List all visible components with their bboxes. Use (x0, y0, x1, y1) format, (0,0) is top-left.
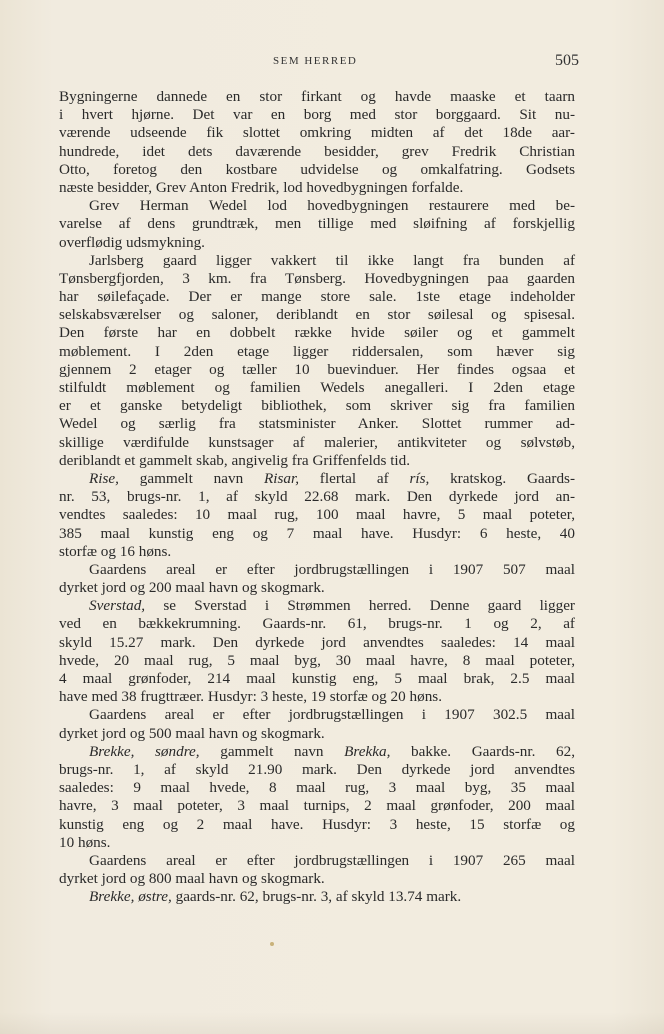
text-line: gjennem 2 etager og tæller 10 buevinduer. Her findes ogsaa et (59, 360, 575, 378)
text-line: Brekke, søndre, gammelt navn Brekka, bakke. Gaards-nr. 62, (89, 742, 576, 760)
page-number: 505 (555, 52, 579, 69)
text-line: hundrede, idet dets daværende besidder, grev Fredrik Christian (59, 142, 575, 160)
text-line: har søilefaçade. Der er mange store sale. 1ste etage indeholder (59, 288, 575, 306)
text-line: 4 maal grønfoder, 214 maal kunstig eng, 5 maal brak, 2.5 maal (59, 670, 575, 687)
text-line: deriblandt et gammelt skab, angivelig fra Griffenfelds tid. (59, 451, 411, 469)
italic-term: søndre, (155, 742, 200, 760)
text-line: Wedel og særlig fra statsminister Anker. Slottet rummer ad- (59, 415, 575, 433)
text-line: selskabsværelser og saloner, deriblandt en stor søilesal og spisesal. (59, 306, 575, 324)
text-line: dyrket jord og 500 maal havn og skogmark. (59, 724, 325, 742)
text-line: Gaardens areal er efter jordbrugstællingen i 1907 507 maal (89, 560, 575, 578)
text-line: Den første har en dobbelt række hvide søiler og et gammelt (59, 324, 575, 342)
text-line: Grev Herman Wedel lod hovedbygningen restaurere med be- (89, 197, 575, 215)
text-line: Rise, gammelt navn Risar, flertal af rís, kratskog. Gaards- (89, 469, 576, 487)
text-line: skyld 15.27 mark. Den dyrkede jord anvendtes saaledes: 14 maal (59, 633, 575, 651)
text-line: dyrket jord og 800 maal havn og skogmark. (59, 870, 325, 888)
italic-term: Rise, (89, 469, 119, 487)
body-text (59, 88, 575, 906)
text-line: dyrket jord og 200 maal havn og skogmark. (59, 579, 325, 597)
text-line: Jarlsberg gaard ligger vakkert til ikke langt fra bunden af (89, 251, 575, 269)
text-line: møblement. I 2den etage ligger riddersalen, som hæver sig (59, 342, 575, 360)
text-line: i hvert hjørne. Det var en borg med stor borggaard. Sit nu- (59, 106, 575, 124)
text-line: Brekke, østre, gaards-nr. 62, brugs-nr. 3, af skyld 13.74 mark. (89, 888, 462, 906)
page-header (0, 52, 664, 72)
text-line: havre, 3 maal poteter, 3 maal turnips, 2 maal grønfoder, 200 maal (59, 797, 575, 815)
text-line: stilfuldt møblement og familien Wedels anegalleri. I 2den etage (59, 379, 575, 396)
italic-term: østre, (138, 888, 172, 906)
text-line: Bygningerne dannede en stor firkant og havde maaske et taarn (59, 88, 575, 105)
italic-term: Brekke, (89, 888, 135, 906)
text-line: Otto, foretog den kostbare udvidelse og omkalfatring. Godsets (59, 160, 575, 178)
ink-speck (270, 942, 274, 946)
text-line: 385 maal kunstig eng og 7 maal have. Husdyr: 6 heste, 40 (59, 524, 575, 542)
text-line: næste besidder, Grev Anton Fredrik, lod hovedbygningen forfalde. (59, 178, 464, 196)
text-line: Gaardens areal er efter jordbrugstællingen i 1907 302.5 maal (89, 706, 575, 724)
text-line: Sverstad, se Sverstad i Strømmen herred. Denne gaard ligger (89, 597, 575, 615)
text-line: hvede, 20 maal rug, 5 maal byg, 30 maal havre, 8 maal poteter, (59, 651, 575, 669)
italic-term: Brekke, (89, 742, 135, 760)
text-line: vendtes saaledes: 10 maal rug, 100 maal havre, 5 maal poteter, (59, 506, 575, 524)
text-line: 10 høns. (59, 833, 111, 851)
italic-term: Sverstad, (89, 597, 146, 615)
italic-term: rís, (409, 469, 430, 487)
text-line: brugs-nr. 1, af skyld 21.90 mark. Den dyrkede jord anvendtes (59, 760, 575, 778)
text-line: værende udseende fik slottet omkring midten af det 18de aar- (59, 124, 575, 142)
text-line: overflødig udsmykning. (59, 233, 205, 251)
text-line: er et ganske betydeligt bibliothek, som skriver sig fra familien (59, 397, 575, 415)
text-line: storfæ og 16 høns. (59, 542, 172, 560)
text-line: ved en bækkekrumning. Gaards-nr. 61, brugs-nr. 1 og 2, af (59, 615, 575, 633)
text-line: have med 38 frugttræer. Husdyr: 3 heste, 19 storfæ og 20 høns. (59, 688, 443, 706)
italic-term: Brekka, (344, 742, 391, 760)
page-edge-shadow (0, 1012, 664, 1034)
text-line: skillige værdifulde kunstsager af malerier, antikviteter og sølvstøb, (59, 433, 575, 451)
text-line: nr. 53, brugs-nr. 1, af skyld 22.68 mark. Den dyrkede jord an- (59, 488, 575, 506)
text-line: Tønsbergfjorden, 3 km. fra Tønsberg. Hovedbygningen paa gaarden (59, 269, 575, 287)
text-line: Gaardens areal er efter jordbrugstællingen i 1907 265 maal (89, 851, 575, 869)
text-line: varelse af dens grundtræk, men tillige med sløifning af forskjellig (59, 215, 575, 233)
running-head: SEM HERRED (273, 55, 358, 67)
italic-term: Risar, (263, 469, 300, 487)
text-line: kunstig eng og 2 maal have. Husdyr: 3 heste, 15 storfæ og (59, 815, 575, 833)
text-line: saaledes: 9 maal hvede, 8 maal rug, 3 maal byg, 35 maal (59, 779, 575, 797)
